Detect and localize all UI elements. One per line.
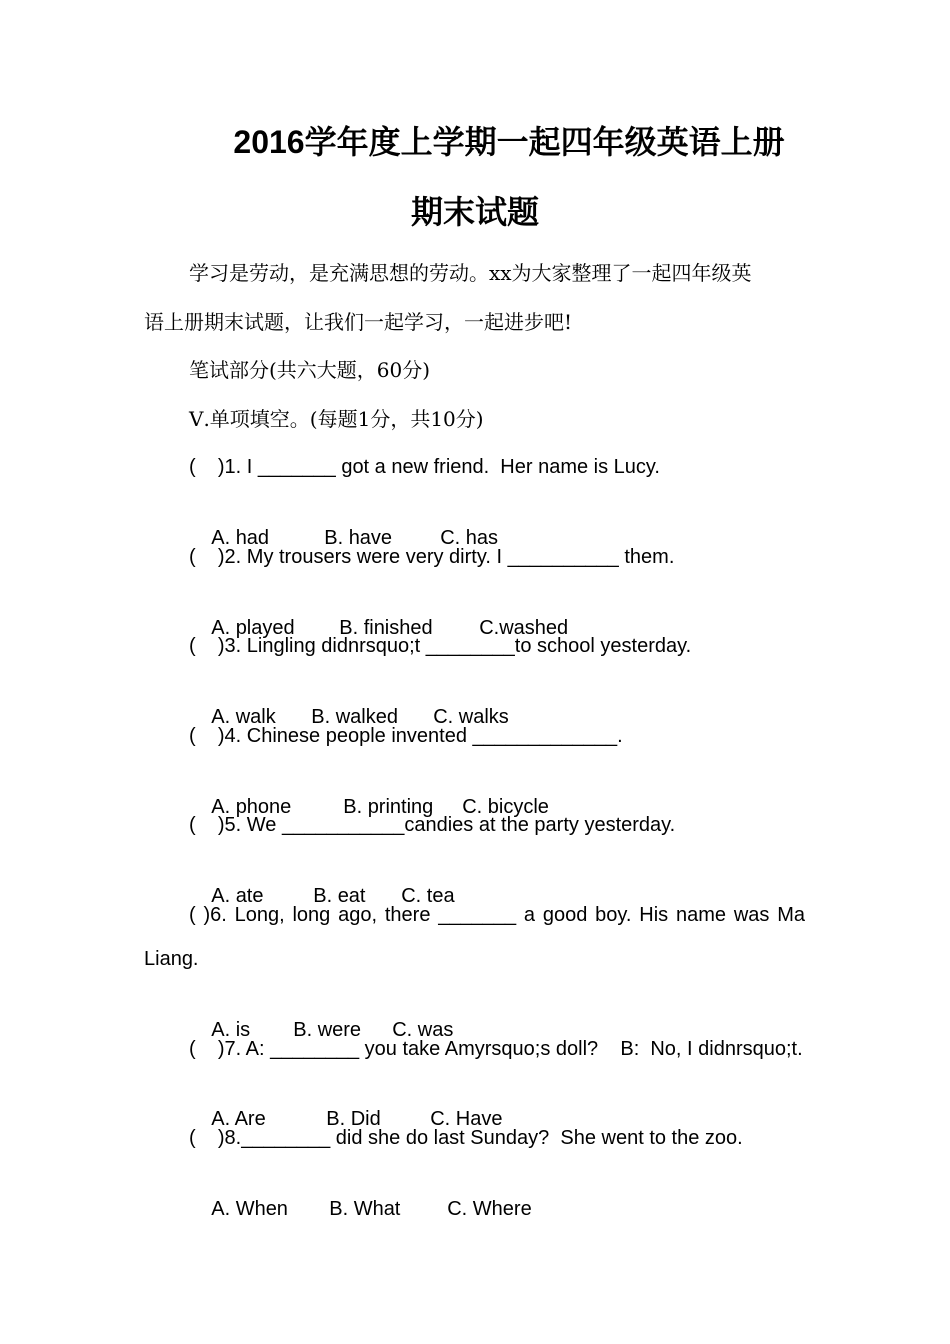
document-title-line-1: 2016学年度上学期一起四年级英语上册 (233, 124, 785, 160)
document-title-line-2: 期末试题 (410, 194, 539, 230)
question-stem: ( )3. Lingling didnrsquo;t ________to school yesterday. (189, 635, 692, 657)
option-a: A. ate (211, 885, 264, 907)
question-stem: ( )6. Long, long ago, there _______ a good boy. His name was Ma (189, 904, 805, 926)
question-stem: ( )7. A: ________ you take Amyrsquo;s doll? B: No, I didnrsquo;t. (189, 1038, 803, 1060)
question-stem: ( )2. My trousers were very dirty. I __________ them. (189, 546, 675, 568)
question-stem: ( )5. We ___________candies at the party yesterday. (189, 814, 676, 836)
option-c: C. tea (401, 885, 455, 907)
question-stem: ( )8.________ did she do last Sunday? She went to the zoo. (189, 1127, 743, 1149)
option-c: C.washed (479, 617, 569, 639)
option-c: C. has (440, 527, 499, 549)
option-a: A. phone (211, 796, 292, 818)
question-stem-continued: Liang. (144, 948, 199, 970)
option-b: B. finished (339, 617, 433, 639)
option-c: C. was (392, 1019, 454, 1041)
option-a: A. played (211, 617, 295, 639)
option-b: B. walked (311, 706, 398, 728)
option-b: B. have (324, 527, 393, 549)
option-b: B. printing (343, 796, 434, 818)
option-a: A. When (211, 1198, 288, 1220)
question-options (189, 1170, 532, 1248)
intro-paragraph-line-2: 语上册期末试题，让我们一起学习，一起进步吧! (144, 310, 573, 334)
intro-paragraph-line-1: 学习是劳动，是充满思想的劳动。xx为大家整理了一起四年级英 (189, 261, 752, 285)
question-stem: ( )1. I _______ got a new friend. Her name is Lucy. (189, 456, 660, 478)
option-c: C. bicycle (462, 796, 549, 818)
option-c: C. Where (447, 1198, 532, 1220)
option-a: A. walk (211, 706, 276, 728)
option-a: A. Are (211, 1108, 266, 1130)
option-b: B. eat (313, 885, 366, 907)
question-stem: ( )4. Chinese people invented _____________. (189, 725, 623, 747)
option-a: A. had (211, 527, 270, 549)
option-c: C. walks (433, 706, 509, 728)
option-b: B. were (293, 1019, 362, 1041)
option-c: C. Have (430, 1108, 503, 1130)
section-heading-written: 笔试部分(共六大题，60分) (189, 358, 431, 382)
option-a: A. is (211, 1019, 251, 1041)
option-b: B. What (329, 1198, 401, 1220)
option-b: B. Did (326, 1108, 381, 1130)
section-heading-single-choice: Ⅴ.单项填空。(每题1分，共10分) (189, 407, 484, 431)
